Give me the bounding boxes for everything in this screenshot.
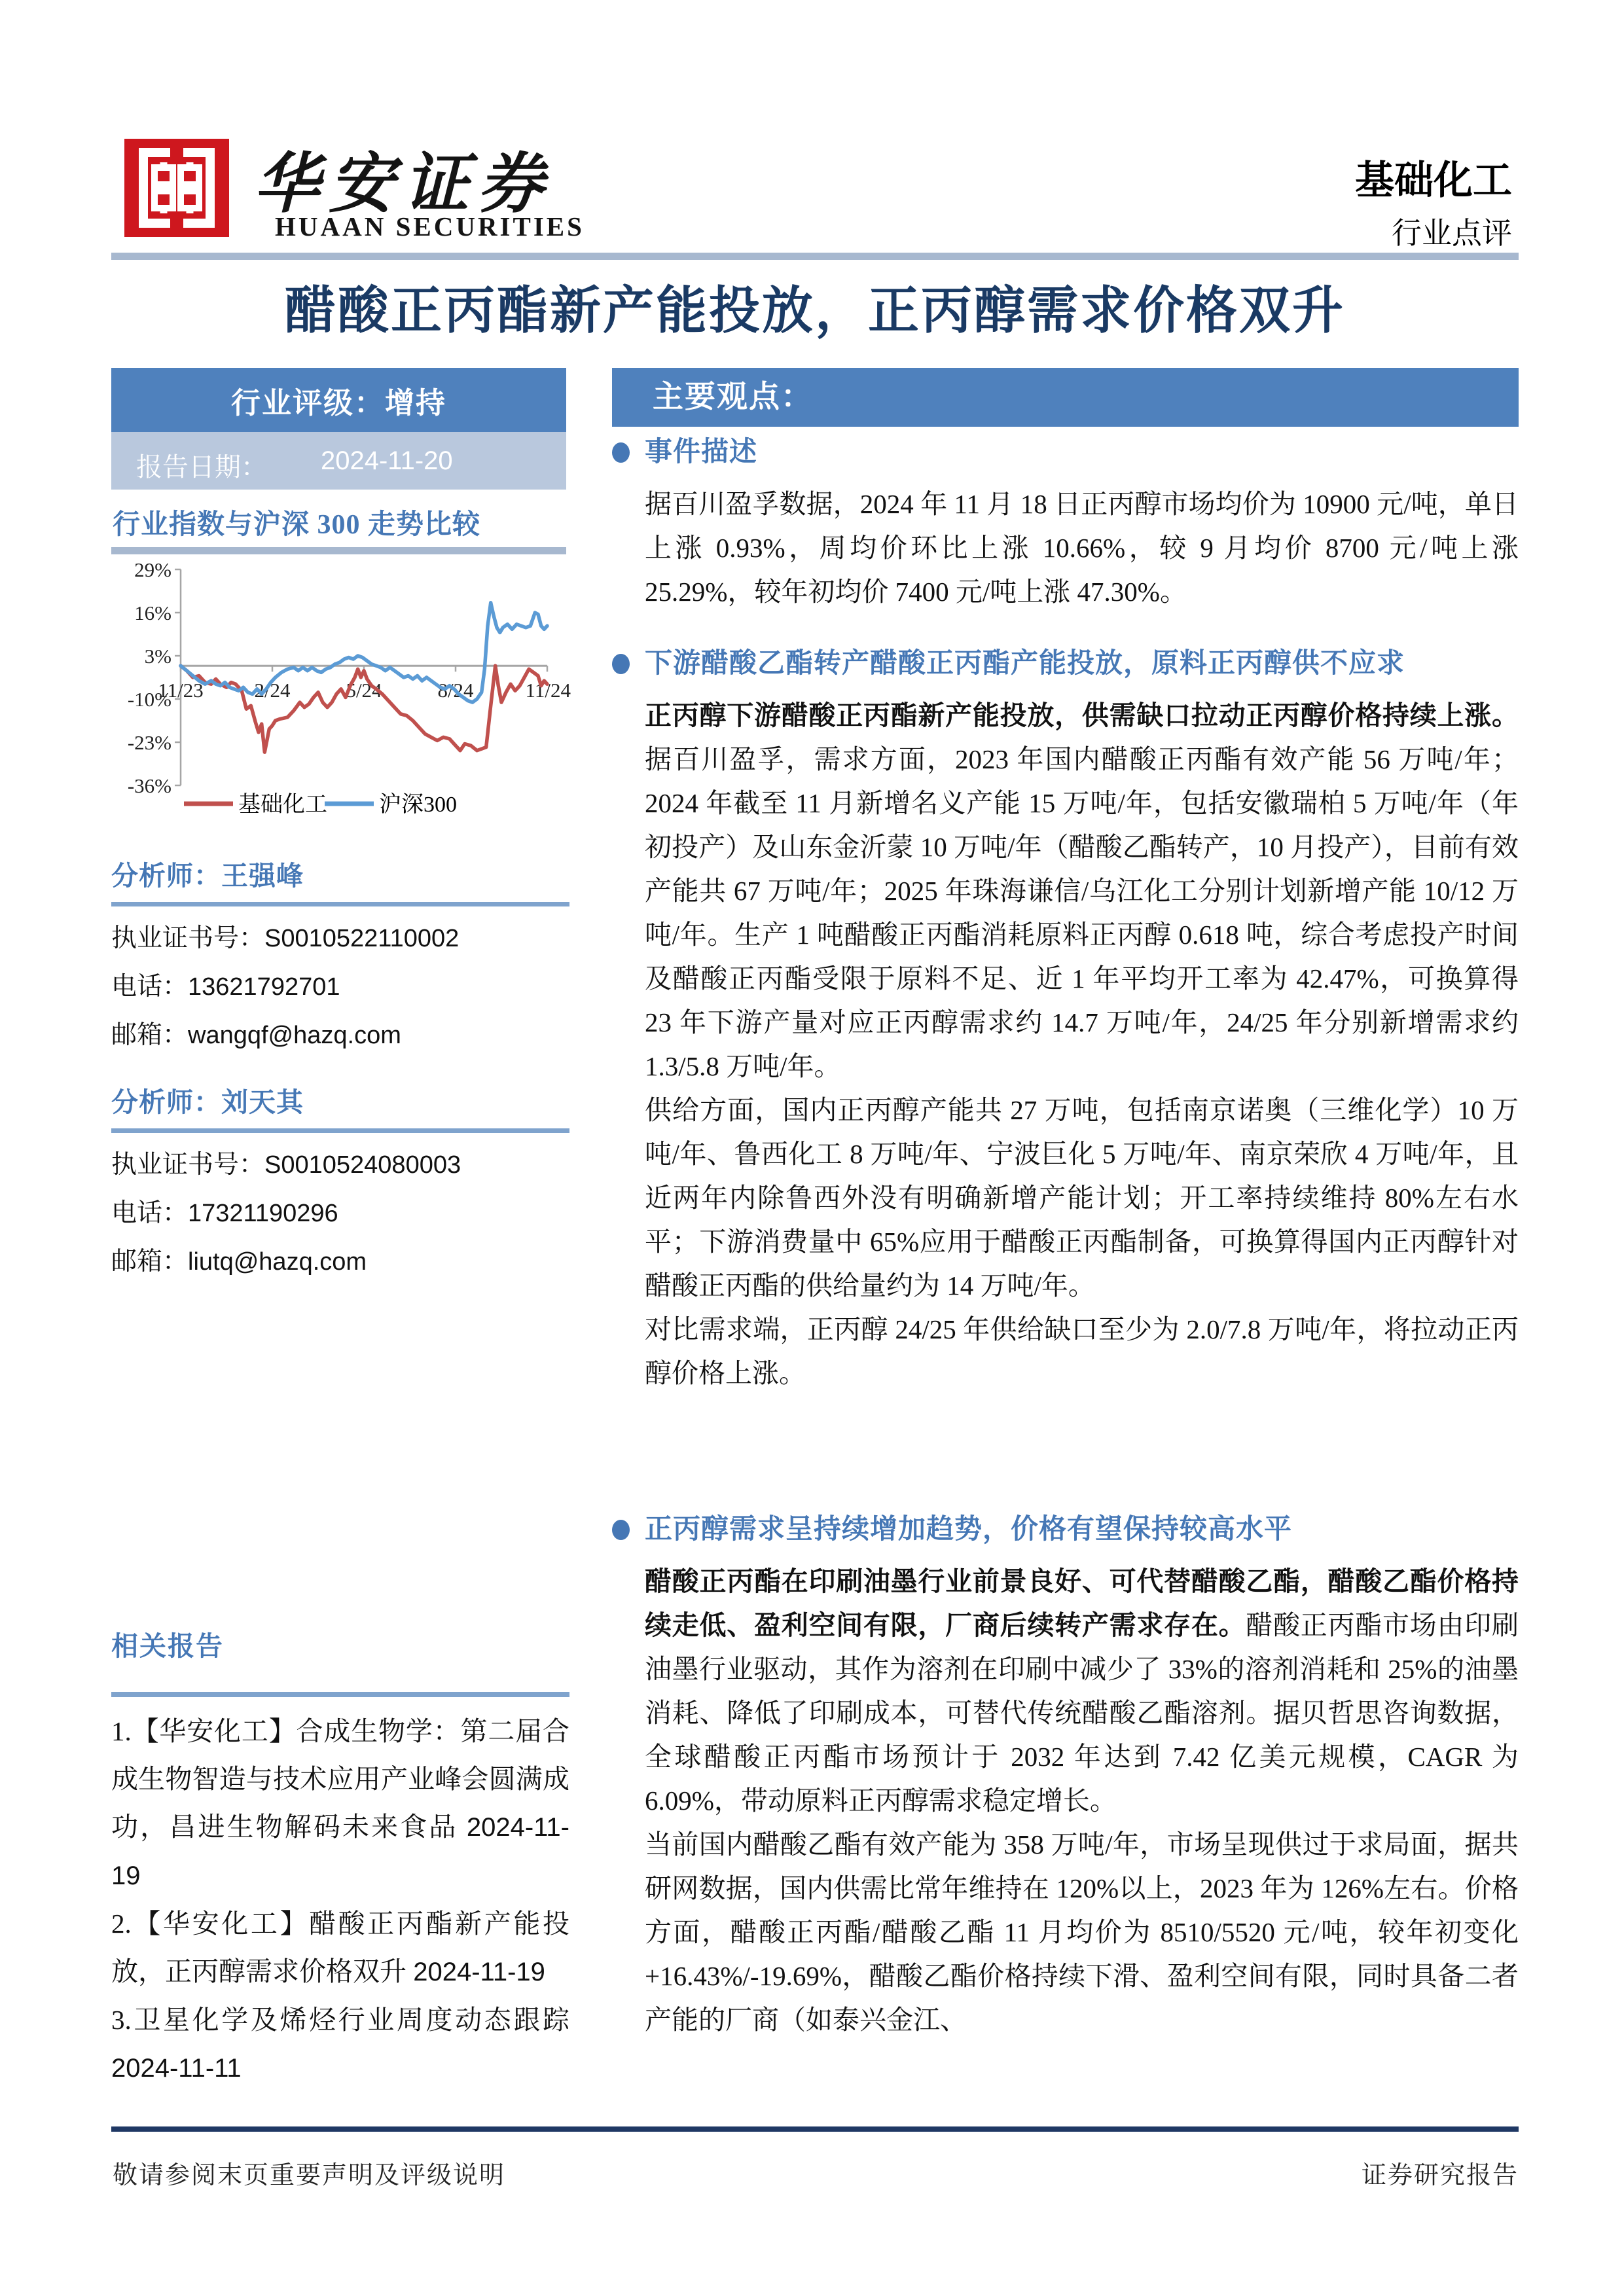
related-reports-heading: 相关报告 [111, 1631, 224, 1661]
related-report-date: 2024-11-19 [111, 1813, 569, 1890]
analyst-divider [111, 1128, 569, 1133]
section-heading-text: 下游醋酸乙酯转产醋酸正丙酯产能投放，原料正丙醇供不应求 [645, 649, 1405, 679]
paragraph-text: 供给方面，国内正丙醇产能共 27 万吨，包括南京诺奥（三维化学）10 万吨/年、鲁西化工 8 万吨/年、宁波巨化 5 万吨/年、南京荣欣 4 万吨/年，且近两年内除鲁西外没有明确新增产能计划；开工率持续维持 80%左右水平；下游消费量中 65%应用于醋酸正丙酯制备，可换算得国内正丙醇针对醋酸正丙酯的供给量约为 14 万吨/年。 [645, 1095, 1519, 1300]
bullet-icon [612, 654, 630, 674]
info-value: 13621792701 [188, 973, 340, 1001]
info-label: 电话： [111, 1199, 189, 1227]
bullet-icon [612, 442, 630, 463]
paragraph-text: 醋酸正丙酯市场由印刷油墨行业驱动，其作为溶剂在印刷中减少了 33%的溶剂消耗和 25%的油墨消耗、降低了印刷成本，可替代传统醋酸乙酯溶剂。据贝哲思咨询数据，全球醋酸正丙酯市场预计于 2032 年达到 7.42 亿美元规模，CAGR 为 6.09%，带动原料正丙醇需求稳定增长。 [645, 1610, 1519, 1816]
brand-name-en: HUAAN SECURITIES [275, 211, 585, 242]
opinion-section [612, 435, 1519, 614]
industry-tag: 基础化工 [1355, 159, 1512, 202]
svg-text:11/23: 11/23 [158, 679, 204, 702]
huaan-seal-icon [124, 139, 229, 237]
paragraph [645, 694, 1519, 1088]
info-value: wangqf@hazq.com [188, 1022, 401, 1049]
main-opinion-heading: 主要观点： [653, 380, 813, 414]
paragraph-text: 据百川盈孚，需求方面，2023 年国内醋酸正丙酯有效产能 56 万吨/年；2024 年截至 11 月新增名义产能 15 万吨/年，包括安徽瑞柏 5 万吨/年（年初投产）及山东金沂蒙 10 万吨/年（醋酸乙酯转产，10 月投产），目前有效产能共 67 万吨/年；2025 年珠海谦信/乌江化工分别计划新增产能 10/12 万吨/年。生产 1 吨醋酸正丙酯消耗原料正丙醇 0.618 吨，综合考虑投产时间及醋酸正丙酯受限于原料不足、近 1 年平均开工率为 42.47%，可换算得 23 年下游产量对应正丙醇需求约 14.7 万吨/年，24/25 年分别新增需求约 1.3/5.8 万吨/年。 [645, 744, 1519, 1081]
opinion-section [612, 1513, 1519, 2042]
svg-text:8/24: 8/24 [437, 679, 474, 702]
section-body [612, 1560, 1519, 2042]
analyst-info-row [111, 1141, 569, 1189]
related-report-title: 3.卫星化学及烯烃行业周度动态跟踪 [111, 2005, 569, 2035]
related-report-date: 2024-11-19 [413, 1958, 545, 1986]
index-comparison-chart [109, 556, 575, 839]
analyst-info-row [111, 963, 569, 1011]
analyst-info-row [111, 1189, 569, 1238]
footer-disclaimer: 敬请参阅末页重要声明及评级说明 [113, 2162, 506, 2189]
page-title: 醋酸正丙酯新产能投放，正丙醇需求价格双升 [284, 282, 1345, 339]
paragraph [645, 1308, 1519, 1395]
section-heading [612, 435, 1519, 469]
analyst-info-row [111, 914, 569, 963]
analyst-name: 分析师：刘天其 [111, 1087, 304, 1117]
paragraph-bold-lead: 醋酸正丙酯在印刷油墨行业前景良好、可代替醋酸乙酯，醋酸乙酯价格持续走低、盈利空间有限，厂商后续转产需求存在。 [645, 1566, 1519, 1640]
paragraph-text: 据百川盈孚数据，2024 年 11 月 18 日正丙醇市场均价为 10900 元/吨，单日上涨 0.93%，周均价环比上涨 10.66%，较 9 月均价 8700 元/吨上涨 25.29%，较年初均价 7400 元/吨上涨 47.30%。 [645, 489, 1519, 607]
paragraph [645, 482, 1519, 614]
svg-text:-36%: -36% [127, 774, 171, 797]
svg-text:11/24: 11/24 [525, 679, 571, 702]
svg-text:2/24: 2/24 [254, 679, 291, 702]
header-divider [111, 253, 1519, 260]
section-body [612, 694, 1519, 1395]
analyst-info-row [111, 1238, 569, 1286]
related-report-title: 2.【华安化工】醋酸正丙酯新产能投放，正丙醇需求价格双升 [111, 1909, 569, 1986]
info-label: 执业证书号： [111, 1151, 265, 1179]
chart-heading: 行业指数与沪深 300 走势比较 [113, 510, 481, 540]
related-report-item [111, 1708, 569, 1900]
svg-text:-23%: -23% [127, 731, 171, 754]
analyst-divider [111, 902, 569, 906]
section-body [612, 482, 1519, 614]
info-label: 执业证书号： [111, 924, 265, 952]
paragraph [645, 1088, 1519, 1308]
related-report-item [111, 1900, 569, 1996]
svg-text:5/24: 5/24 [346, 679, 382, 702]
paragraph-text: 当前国内醋酸乙酯有效产能为 358 万吨/年，市场呈现供过于求局面，据共研网数据，国内供需比常年维持在 120%以上，2023 年为 126%左右。价格方面，醋酸正丙酯/醋酸乙酯 11 月均价为 8510/5520 元/吨，较年初变化+16.43%/-19.69%，醋酸乙酯价格持续下滑、盈利空间有限，同时具备二者产能的厂商（如泰兴金江、 [645, 1829, 1519, 2035]
rating-box [111, 368, 566, 490]
report-date-value: 2024-11-20 [321, 446, 453, 475]
analyst-list [111, 854, 569, 1307]
related-report-title: 1.【华安化工】合成生物学：第二届合成生物智造与技术应用产业峰会圆满成功，昌进生物解码未来食品 [111, 1716, 569, 1842]
section-heading-text: 正丙醇需求呈持续增加趋势，价格有望保持较高水平 [645, 1515, 1293, 1545]
paragraph-text: 对比需求端，正丙醇 24/25 年供给缺口至少为 2.0/7.8 万吨/年，将拉动正丙醇价格上涨。 [645, 1314, 1519, 1388]
brand-name-cn: 华安证券 [254, 148, 552, 221]
info-label: 邮箱： [111, 1247, 189, 1276]
svg-text:16%: 16% [134, 601, 171, 624]
section-heading [612, 647, 1519, 681]
svg-text:29%: 29% [134, 558, 171, 581]
svg-text:基础化工: 基础化工 [238, 793, 327, 817]
info-value: S0010522110002 [264, 925, 460, 952]
analyst-block [111, 854, 569, 1060]
report-type-label: 行业点评 [1392, 217, 1512, 250]
paragraph [645, 1823, 1519, 2042]
paragraph-bold-lead: 正丙醇下游醋酸正丙酯新产能投放，供需缺口拉动正丙醇价格持续上涨。 [645, 700, 1519, 730]
analyst-info-row [111, 1011, 569, 1060]
related-reports-list [111, 1708, 569, 2092]
info-label: 电话： [111, 973, 189, 1001]
analyst-name: 分析师：王强峰 [111, 861, 304, 891]
info-label: 邮箱： [111, 1021, 189, 1049]
related-report-item [111, 1996, 569, 2092]
paragraph [645, 1560, 1519, 1823]
svg-text:3%: 3% [144, 645, 171, 668]
svg-text:-10%: -10% [127, 688, 171, 711]
section-heading [612, 1513, 1519, 1547]
report-date-row [111, 432, 566, 490]
info-value: liutq@hazq.com [188, 1248, 367, 1276]
analyst-block [111, 1081, 569, 1286]
report-date-label: 报告日期： [136, 452, 267, 482]
info-value: S0010524080003 [264, 1151, 461, 1179]
bullet-icon [612, 1520, 630, 1540]
svg-text:沪深300: 沪深300 [379, 793, 457, 817]
related-report-date: 2024-11-11 [111, 2054, 242, 2083]
footer-divider [111, 2126, 1519, 2132]
section-heading-text: 事件描述 [645, 437, 758, 467]
footer-report-type: 证券研究报告 [1361, 2162, 1519, 2189]
main-opinion-bar [612, 368, 1519, 427]
related-reports [111, 1624, 569, 2092]
opinion-section [612, 647, 1519, 1395]
chart-heading-divider [111, 547, 566, 554]
info-value: 17321190296 [188, 1200, 338, 1227]
related-reports-divider [111, 1692, 569, 1697]
industry-rating: 行业评级：增持 [111, 368, 566, 432]
